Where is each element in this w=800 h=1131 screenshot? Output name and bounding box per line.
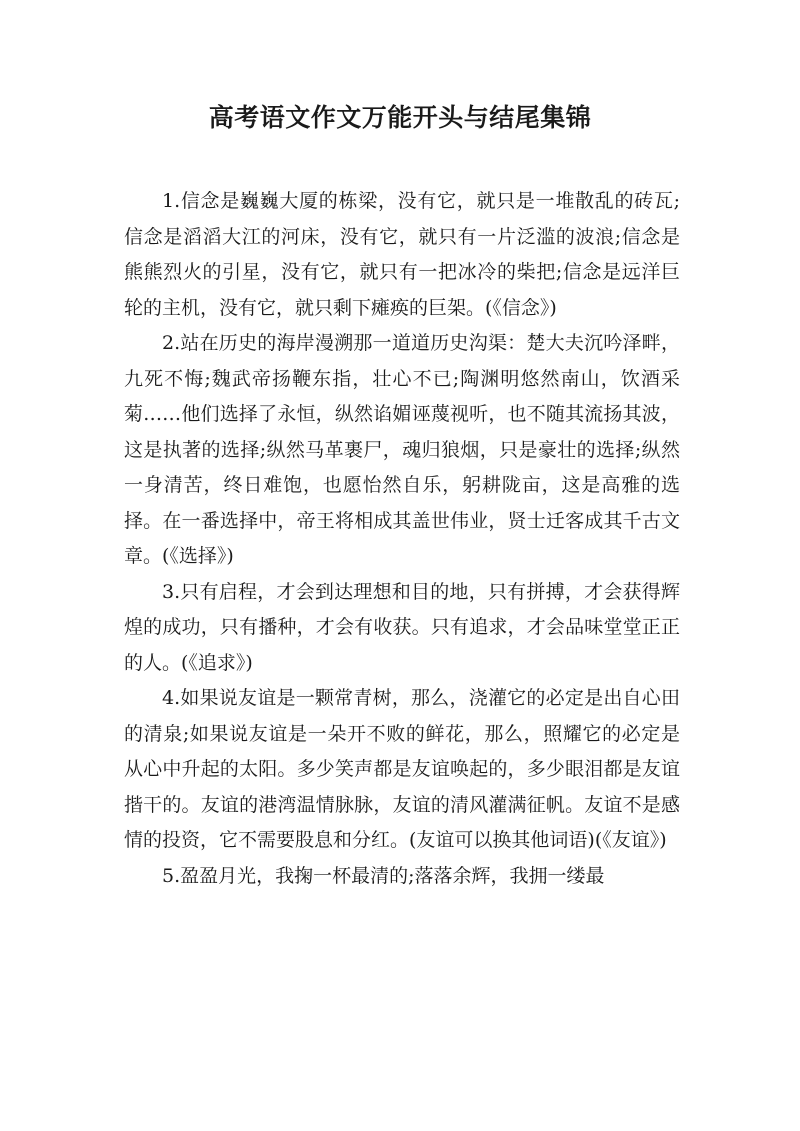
document-body [124, 184, 680, 894]
paragraph-5: 5.盈盈月光，我掬一杯最清的;落落余辉，我拥一缕最 [162, 864, 605, 887]
paragraph-3: 3.只有启程，才会到达理想和目的地，只有拼搏，才会获得辉煌的成功，只有播种，才会有收获。只有追求，才会品味堂堂正正的人。(《追求》) [124, 580, 680, 674]
paragraph-1: 1.信念是巍巍大厦的栋梁，没有它，就只是一堆散乱的砖瓦;信念是滔滔大江的河床，没有它，就只有一片泛滥的波浪;信念是熊熊烈火的引星，没有它，就只有一把冰冷的柴把;信念是远洋巨轮的主机，没有它，就只剩下瘫痪的巨架。(《信念》) [124, 190, 680, 319]
document-title: 高考语文作文万能开头与结尾集锦 [208, 103, 592, 132]
paragraph-2: 2.站在历史的海岸漫溯那一道道历史沟渠：楚大夫沉吟泽畔，九死不悔;魏武帝扬鞭东指，壮心不已;陶渊明悠然南山，饮酒采菊……他们选择了永恒，纵然谄媚诬蔑视听，也不随其流扬其波，这是执著的选择;纵然马革裹尸，魂归狼烟，只是豪壮的选择;纵然一身清苦，终日难饱，也愿怡然自乐，躬耕陇亩，这是高雅的选择。在一番选择中，帝王将相成其盖世伟业，贤士迁客成其千古文章。(《选择》) [124, 332, 680, 567]
paragraph-4: 4.如果说友谊是一颗常青树，那么，浇灌它的必定是出自心田的清泉;如果说友谊是一朵开不败的鲜花，那么，照耀它的必定是从心中升起的太阳。多少笑声都是友谊唤起的，多少眼泪都是友谊揩干的。友谊的港湾温情脉脉，友谊的清风灌满征帆。友谊不是感情的投资，它不需要股息和分红。(友谊可以换其他词语)(《友谊》) [124, 687, 680, 851]
